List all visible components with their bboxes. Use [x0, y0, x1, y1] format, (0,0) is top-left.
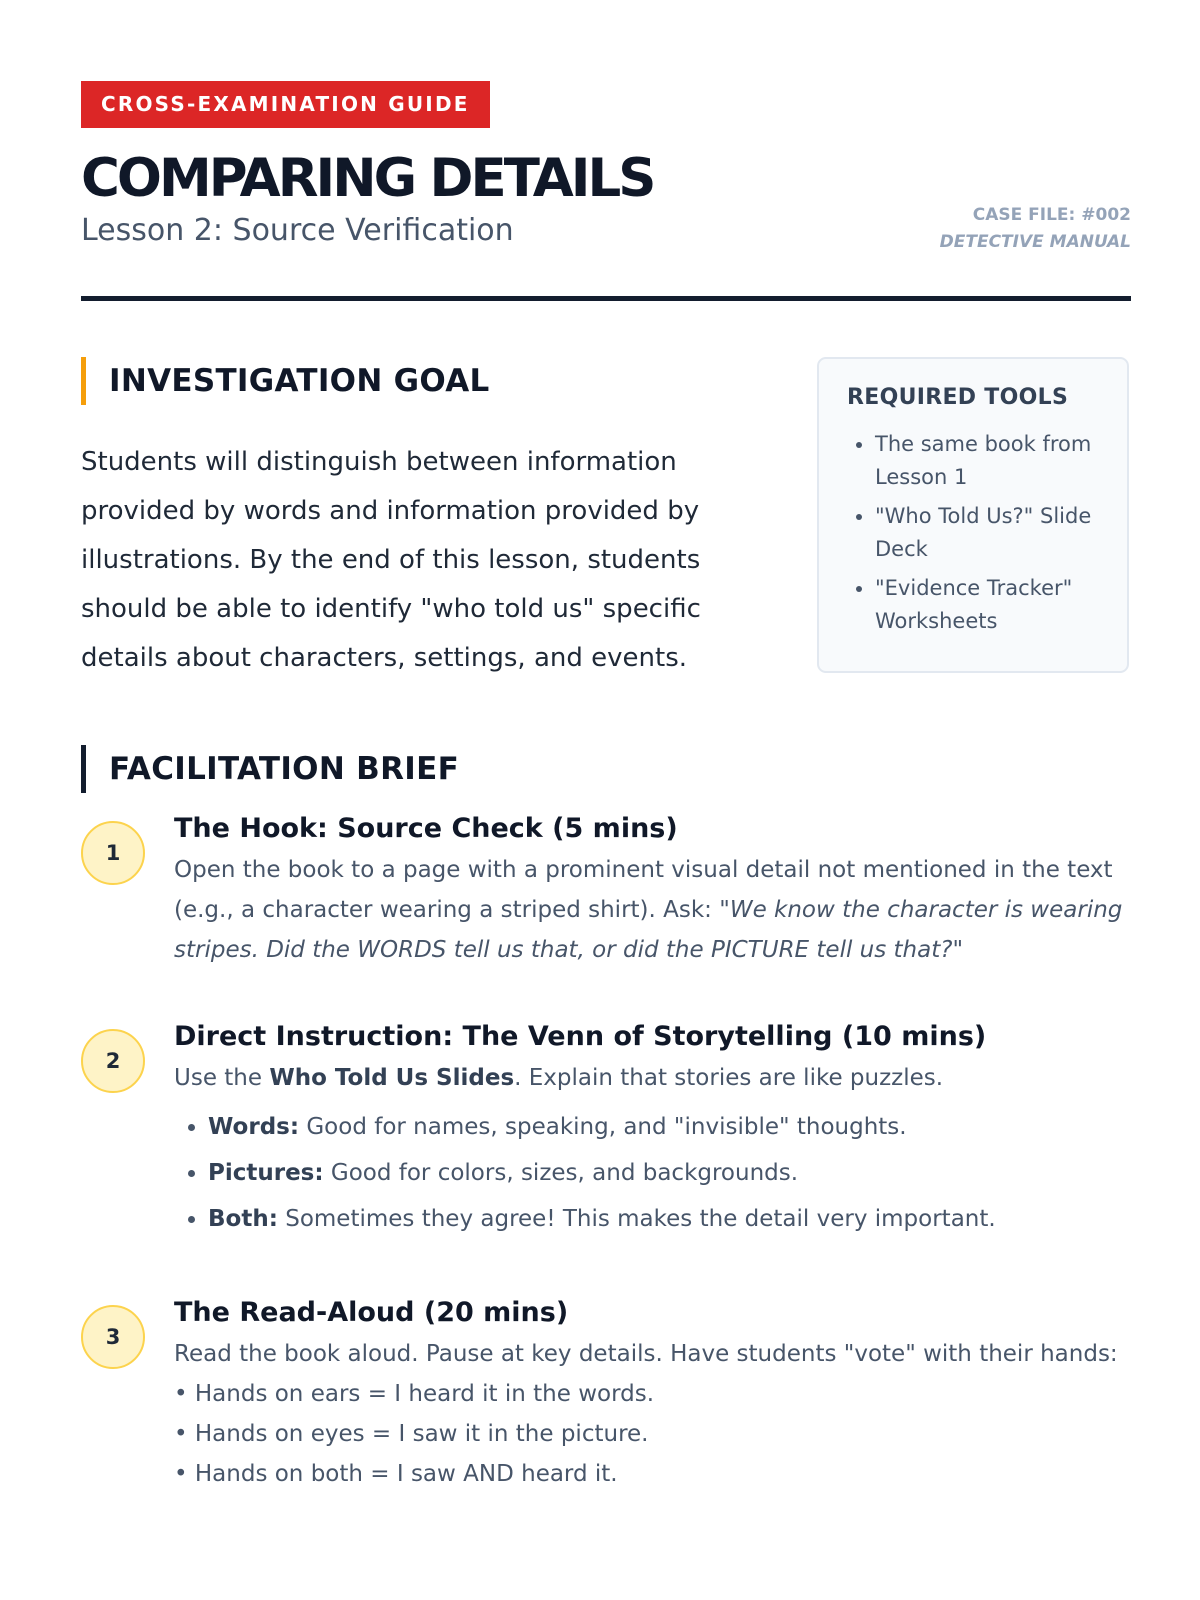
investigation-goal-section	[81, 357, 761, 683]
step-text: Read the book aloud. Pause at key details. Have students "vote" with their hands:	[174, 1341, 1118, 1367]
step-number-badge: 3	[81, 1305, 145, 1369]
goal-heading: INVESTIGATION GOAL	[109, 363, 490, 399]
step-title: Direct Instruction: The Venn of Storytelling (10 mins)	[174, 1021, 987, 1052]
header-divider	[81, 296, 1131, 301]
source-type-item	[208, 1199, 1131, 1239]
source-type-text: Good for colors, sizes, and backgrounds.	[323, 1160, 799, 1186]
source-type-text: Sometimes they agree! This makes the detail very important.	[277, 1206, 996, 1232]
source-type-item	[208, 1107, 1131, 1147]
vote-option: • Hands on eyes = I saw it in the picture.	[174, 1421, 649, 1447]
case-file-label: CASE FILE: #002	[972, 205, 1131, 225]
step-number-badge: 1	[81, 821, 145, 885]
vote-option: • Hands on both = I saw AND heard it.	[174, 1461, 618, 1487]
slides-reference: Who Told Us Slides	[269, 1065, 515, 1091]
goal-heading-row	[81, 357, 761, 405]
page-title: COMPARING DETAILS	[81, 148, 654, 209]
goal-text: Students will distinguish between information provided by words and information provided by illustrations. By the end of this lesson, students should be able to identify "who told us" specific details about characters, settings, and events.	[81, 447, 701, 673]
source-type-label: Both:	[208, 1206, 278, 1232]
tools-list	[847, 428, 1101, 638]
step-quote: "We know the character is wearing stripes. Did the WORDS tell us that, or did the PICTURE tell us that?"	[174, 897, 1123, 963]
tool-item: • "Evidence Tracker" Worksheets	[875, 572, 1101, 638]
vote-option: • Hands on ears = I heard it in the words.	[174, 1381, 655, 1407]
page-subtitle: Lesson 2: Source Verification	[81, 213, 514, 248]
header-row	[81, 205, 1131, 256]
facilitation-brief-heading-row	[81, 745, 459, 793]
step-text-before: Use the	[174, 1065, 270, 1091]
step-title: The Read-Aloud (20 mins)	[174, 1297, 569, 1328]
step-number-badge: 2	[81, 1029, 145, 1093]
guide-tag: CROSS-EXAMINATION GUIDE	[81, 81, 490, 128]
step-text	[174, 850, 1131, 970]
source-type-item	[208, 1153, 1131, 1193]
step-text-main: Open the book to a page with a prominent visual detail not mentioned in the text (e.g., a character wearing a striped shirt). Ask:	[174, 857, 1113, 923]
tool-item: • "Who Told Us?" Slide Deck	[875, 500, 1101, 566]
lesson-page	[81, 81, 1131, 1487]
brief-heading: FACILITATION BRIEF	[109, 751, 460, 787]
step-title: The Hook: Source Check (5 mins)	[174, 813, 678, 844]
step-text-after: . Explain that stories are like puzzles.	[514, 1065, 944, 1091]
source-types-list	[174, 1107, 1131, 1239]
goal-accent-bar	[81, 357, 86, 405]
required-tools-box	[817, 357, 1129, 673]
manual-label: DETECTIVE MANUAL	[939, 232, 1131, 252]
step-body	[174, 1021, 1131, 1245]
case-info	[940, 202, 1131, 256]
brief-accent-bar	[81, 745, 86, 793]
tool-item: • The same book from Lesson 1	[875, 428, 1101, 494]
source-type-label: Words:	[208, 1114, 300, 1140]
step-body	[174, 1297, 1131, 1494]
source-type-label: Pictures:	[208, 1160, 324, 1186]
step-body	[174, 813, 1131, 970]
tools-heading: REQUIRED TOOLS	[847, 385, 1069, 410]
step-text	[174, 1058, 1131, 1098]
source-type-text: Good for names, speaking, and "invisible" thoughts.	[299, 1114, 907, 1140]
